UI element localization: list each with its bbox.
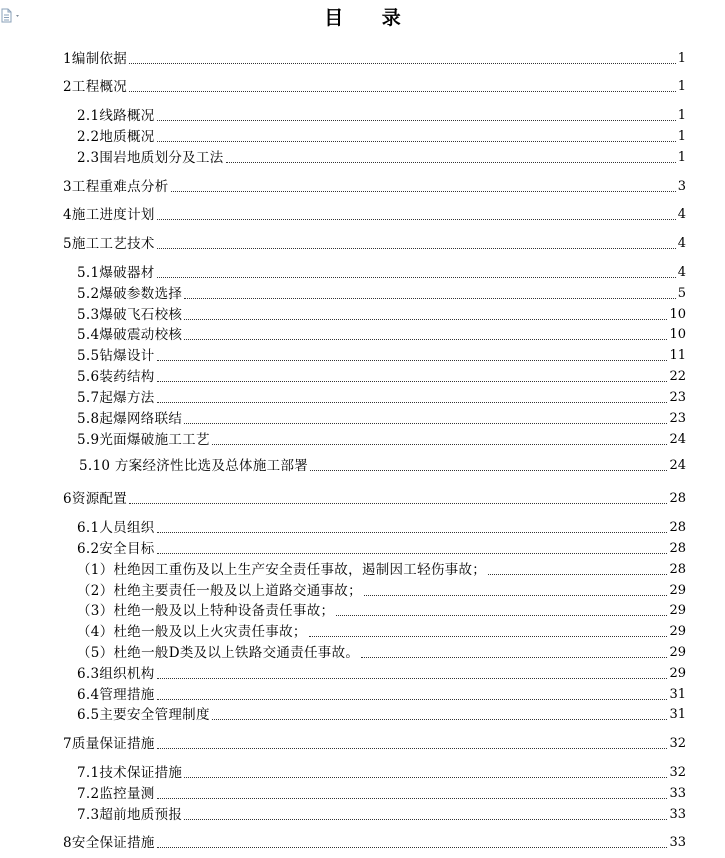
toc-dot-leader [184, 777, 667, 778]
toc-entry-text: （5）杜绝一般D类及以上铁路交通责任事故。 [77, 645, 360, 661]
toc-dot-leader [157, 748, 668, 749]
toc-entry-page: 4 [677, 265, 686, 280]
toc-entry-page: 29 [669, 624, 686, 639]
toc-entry[interactable] [63, 76, 686, 96]
toc-entry-text: 5.4爆破震动校核 [77, 327, 183, 343]
toc-entry[interactable] [77, 408, 686, 428]
toc-entry-page: 28 [669, 562, 686, 577]
toc-entry[interactable] [77, 704, 686, 724]
toc-entry-page: 28 [669, 520, 686, 535]
toc-entry[interactable] [77, 762, 686, 782]
toc-entry-page: 29 [669, 583, 686, 598]
toc-dot-leader [157, 248, 676, 249]
toc-entry-text: 5.1爆破器材 [77, 265, 155, 281]
toc-entry-text: 6.4管理措施 [77, 687, 155, 703]
toc-entry-text: 5.6装药结构 [77, 369, 155, 385]
toc-entry[interactable] [63, 176, 686, 196]
toc-dot-leader [157, 381, 668, 382]
toc-dot-leader [184, 319, 667, 320]
toc-entry[interactable] [77, 621, 686, 641]
toc-entry-text: 5.7起爆方法 [77, 390, 155, 406]
toc-entry-page: 5 [677, 286, 686, 301]
toc-entry-page: 23 [669, 390, 686, 405]
toc-entry-page: 10 [669, 327, 686, 342]
toc-dot-leader [157, 219, 676, 220]
toc-entry[interactable] [77, 600, 686, 620]
toc-entry[interactable] [77, 105, 686, 125]
toc-dot-leader [157, 553, 668, 554]
toc-entry-text: 5.5钻爆设计 [77, 348, 155, 364]
toc-entry[interactable] [77, 147, 686, 167]
toc-entry-page: 29 [669, 603, 686, 618]
toc-entry-page: 28 [669, 491, 686, 506]
toc-dot-leader [157, 277, 676, 278]
toc-entry[interactable] [77, 345, 686, 365]
toc-dot-leader [488, 574, 667, 575]
toc-entry-page: 29 [669, 645, 686, 660]
toc-dot-leader [157, 532, 668, 533]
toc-entry-page: 29 [669, 666, 686, 681]
toc-entry-page: 24 [669, 458, 686, 473]
toc-entry-page: 24 [669, 432, 686, 447]
toc-dot-leader [171, 191, 676, 192]
toc-entry-page: 1 [677, 129, 686, 144]
toc-entry[interactable] [63, 488, 686, 508]
toc-dot-leader [309, 636, 668, 637]
toc-entry[interactable] [63, 204, 686, 224]
toc-entry-page: 1 [677, 108, 686, 123]
toc-dot-leader [129, 91, 676, 92]
toc-dot-leader [361, 657, 667, 658]
toc-dot-leader [157, 360, 668, 361]
toc-entry-text: 7质量保证措施 [63, 736, 155, 752]
toc-entry-text: 6.5主要安全管理制度 [77, 707, 210, 723]
toc-entry-text: 5.10 方案经济性比选及总体施工部署 [79, 458, 309, 474]
toc-entry-text: 6资源配置 [63, 491, 128, 507]
toc-entry-page: 31 [669, 707, 686, 722]
toc-entry[interactable] [77, 559, 686, 579]
toc-entry-text: 8安全保证措施 [63, 835, 155, 851]
toc-entry[interactable] [77, 642, 686, 662]
toc-entry-page: 11 [669, 348, 686, 363]
toc-entry[interactable] [77, 684, 686, 704]
toc-entry[interactable] [77, 283, 686, 303]
toc-entry-text: （2）杜绝主要责任一般及以上道路交通事故； [77, 583, 362, 599]
toc-dot-leader [157, 402, 668, 403]
toc-entry-page: 33 [669, 786, 686, 801]
toc-entry-page: 1 [677, 79, 686, 94]
toc-entry-text: 5.8起爆网络联结 [77, 411, 183, 427]
toc-dot-leader [184, 339, 667, 340]
toc-dot-leader [212, 444, 668, 445]
toc-entry-text: 5.9光面爆破施工工艺 [77, 432, 210, 448]
toc-entry[interactable] [63, 733, 686, 753]
toc-entry-text: 5.3爆破飞石校核 [77, 307, 183, 323]
toc-entry[interactable] [77, 126, 686, 146]
toc-entry[interactable] [79, 455, 686, 475]
toc-dot-leader [129, 503, 667, 504]
toc-entry[interactable] [77, 580, 686, 600]
toc-entry-text: （3）杜绝一般及以上特种设备责任事故； [77, 603, 335, 619]
toc-entry-text: 3工程重难点分析 [63, 179, 169, 195]
toc-entry-page: 33 [669, 835, 686, 850]
toc-entry-text: 5施工工艺技术 [63, 236, 155, 252]
toc-entry-text: 6.3组织机构 [77, 666, 155, 682]
toc-entry-text: 7.2监控量测 [77, 786, 155, 802]
toc-entry-text: 4施工进度计划 [63, 207, 155, 223]
toc-entry-text: 7.3超前地质预报 [77, 807, 183, 823]
toc-entry[interactable] [63, 832, 686, 852]
toc-dot-leader [364, 595, 668, 596]
toc-entry[interactable] [77, 804, 686, 824]
toc-entry-page: 33 [669, 807, 686, 822]
toc-entry[interactable] [77, 538, 686, 558]
toc-dot-leader [184, 423, 667, 424]
toc-entry-text: 6.2安全目标 [77, 541, 155, 557]
toc-dot-leader [226, 162, 676, 163]
toc-dot-leader [129, 63, 676, 64]
toc-dot-leader [184, 819, 667, 820]
toc-entry[interactable] [63, 48, 686, 68]
toc-entry-text: 2.2地质概况 [77, 129, 155, 145]
toc-entry[interactable] [77, 387, 686, 407]
toc-entry[interactable] [77, 304, 686, 324]
toc-dot-leader [310, 470, 667, 471]
toc-entry-page: 28 [669, 541, 686, 556]
toc-entry[interactable] [77, 783, 686, 803]
toc-entry-page: 1 [677, 150, 686, 165]
toc-dot-leader [184, 298, 676, 299]
toc-entry-text: （4）杜绝一般及以上火灾责任事故； [77, 624, 307, 640]
toc-dot-leader [157, 120, 676, 121]
toc-entry-text: 2工程概况 [63, 79, 128, 95]
toc-entry[interactable] [77, 366, 686, 386]
toc-dot-leader [157, 141, 676, 142]
toc-entry-text: 1编制依据 [63, 51, 128, 67]
toc-entry-page: 1 [677, 51, 686, 66]
toc-entry-text: 5.2爆破参数选择 [77, 286, 183, 302]
toc-entry-page: 22 [669, 369, 686, 384]
toc-entry-page: 3 [677, 179, 686, 194]
toc-dot-leader [157, 798, 668, 799]
toc-dot-leader [336, 615, 667, 616]
toc-entry-page: 23 [669, 411, 686, 426]
toc-entry[interactable] [77, 324, 686, 344]
toc-entry-text: 6.1人员组织 [77, 520, 155, 536]
toc-entry-text: 7.1技术保证措施 [77, 765, 183, 781]
toc-entry-page: 4 [677, 207, 686, 222]
toc-entry[interactable] [77, 517, 686, 537]
toc-dot-leader [157, 847, 668, 848]
toc-entry-page: 31 [669, 687, 686, 702]
toc-entry[interactable] [77, 429, 686, 449]
toc-entry[interactable] [63, 233, 686, 253]
toc-entry-text: 2.3围岩地质划分及工法 [77, 150, 224, 166]
toc-title: 目 录 [324, 7, 417, 29]
toc-entry-page: 32 [669, 765, 686, 780]
toc-entry[interactable] [77, 663, 686, 683]
toc-entry-page: 32 [669, 736, 686, 751]
toc-dot-leader [157, 699, 668, 700]
toc-entry-text: （1）杜绝因工重伤及以上生产安全责任事故，遏制因工轻伤事故； [77, 562, 487, 578]
toc-entry[interactable] [77, 262, 686, 282]
toc-entry-page: 10 [669, 307, 686, 322]
toc-entry-text: 2.1线路概况 [77, 108, 155, 124]
toc-dot-leader [212, 719, 668, 720]
toc-dot-leader [157, 678, 668, 679]
toc-entry-page: 4 [677, 236, 686, 251]
